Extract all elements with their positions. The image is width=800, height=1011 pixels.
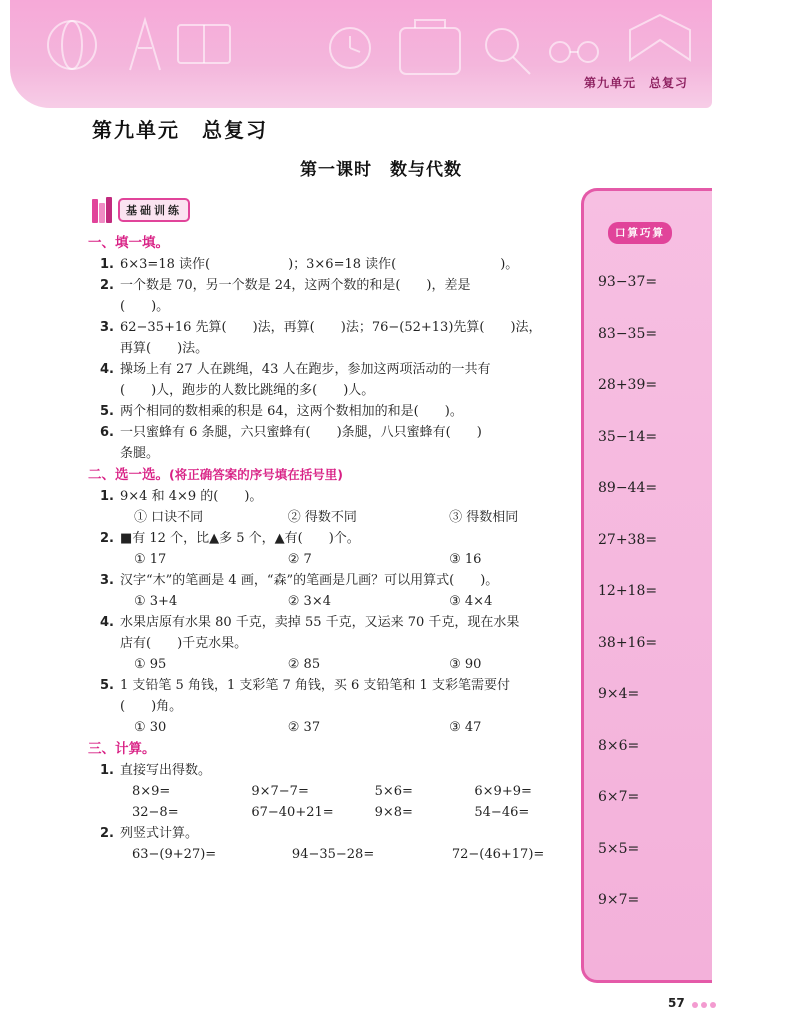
sidebar-tag: 口算巧算 — [608, 222, 672, 244]
sidebar-item: 9×4= — [598, 686, 640, 702]
clock-hands — [350, 36, 360, 52]
books-icon — [92, 197, 114, 223]
answer-option: ③ 47 — [449, 720, 482, 735]
sidebar-item: 28+39= — [598, 377, 658, 393]
banner-decoration — [10, 0, 712, 108]
answer-options — [134, 654, 582, 675]
question-line: 6×3=18 读作( )；3×6=18 读作( )。 — [120, 257, 519, 272]
question-text — [120, 422, 582, 464]
question-number: 2. — [100, 826, 114, 841]
section-title-text: 二、选一选。 — [88, 467, 169, 483]
answer-option: ① 口诀不同 — [134, 510, 204, 525]
answer-option: ① 95 — [134, 657, 167, 672]
chapter-title: 第九单元 总复习 — [92, 118, 268, 142]
badge-label: 基础训练 — [118, 198, 190, 222]
open-book-icon — [630, 15, 690, 60]
schoolbag-handle — [415, 20, 445, 28]
question — [88, 422, 582, 464]
question-number: 3. — [100, 573, 114, 588]
question-line: ( )人，跑步的人数比跳绳的多( )人。 — [120, 383, 375, 398]
calc-item: 54−46= — [474, 805, 530, 820]
question-number: 3. — [100, 320, 114, 335]
answer-option: ① 3+4 — [134, 594, 178, 609]
question-line: 9×4 和 4×9 的( )。 — [120, 489, 263, 504]
calc-item: 9×7−7= — [251, 784, 309, 799]
question-line: 一只蜜蜂有 6 条腿，六只蜜蜂有( )条腿，八只蜜蜂有( ) — [120, 425, 482, 440]
question-line: 店有( )千克水果。 — [120, 636, 248, 651]
question-text — [120, 486, 582, 507]
answer-option: ③ 4×4 — [449, 594, 493, 609]
question-number: 2. — [100, 278, 114, 293]
question — [88, 570, 582, 591]
question — [88, 760, 582, 781]
question — [88, 675, 582, 717]
question-number: 1. — [100, 763, 114, 778]
calc-row — [132, 844, 582, 865]
question-line: 一个数是 70，另一个数是 24，这两个数的和是( )，差是 — [120, 278, 471, 293]
exercise-content — [88, 232, 582, 865]
answer-option: ① 17 — [134, 552, 167, 567]
page-number-dots — [692, 1002, 716, 1008]
section-title-text: 三、计算。 — [88, 741, 156, 757]
sidebar-item: 5×5= — [598, 840, 640, 857]
question — [88, 823, 582, 844]
question-number: 4. — [100, 615, 114, 630]
question-line: 62−35+16 先算( )法，再算( )法；76−(52+13)先算( )法， — [120, 320, 542, 335]
calc-item: 5×6= — [374, 784, 413, 799]
question-text — [120, 317, 582, 359]
answer-options — [134, 717, 582, 738]
calc-item: 6×9+9= — [474, 784, 532, 799]
answer-option: ① 30 — [134, 720, 167, 735]
section-note: (将正确答案的序号填在括号里) — [169, 467, 343, 482]
header-unit-label: 第九单元 总复习 — [583, 76, 688, 90]
question-line: 直接写出得数。 — [120, 763, 212, 778]
question-text — [120, 612, 582, 654]
question-line: 两个相同的数相乘的积是 64，这两个数相加的和是( )。 — [120, 404, 463, 419]
section-title — [88, 464, 582, 486]
globe-meridian — [62, 21, 82, 69]
sidebar-item: 9×7= — [598, 892, 640, 908]
answer-options — [134, 549, 582, 570]
globe-icon — [48, 21, 96, 69]
magnifier-handle — [513, 57, 530, 74]
question-line: 再算( )法。 — [120, 341, 209, 356]
sidebar-item: 35−14= — [598, 428, 658, 445]
calc-row — [132, 781, 582, 802]
question — [88, 401, 582, 422]
sidebar-item: 38+16= — [598, 634, 658, 651]
question-number: 1. — [100, 257, 114, 272]
answer-option: ② 得数不同 — [287, 510, 357, 525]
question-line: 条腿。 — [120, 446, 160, 461]
answer-options — [134, 507, 582, 528]
question-text — [120, 275, 582, 317]
calc-item: 72−(46+17)= — [451, 847, 545, 862]
header-banner — [10, 0, 712, 108]
calc-item: 94−35−28= — [291, 847, 375, 862]
question-line: ( )角。 — [120, 699, 183, 714]
calc-item: 32−8= — [132, 805, 179, 820]
calc-item: 63−(9+27)= — [132, 847, 217, 862]
question-text — [120, 675, 582, 717]
section-title-text: 一、填一填。 — [88, 235, 169, 251]
question-text — [120, 528, 582, 549]
sidebar-item: 89−44= — [598, 480, 658, 496]
question-line: 操场上有 27 人在跳绳，43 人在跑步，参加这两项活动的一共有 — [120, 362, 491, 377]
question — [88, 486, 582, 507]
schoolbag-icon — [400, 28, 460, 74]
sidebar-item: 6×7= — [598, 789, 640, 805]
answer-option: ② 3×4 — [287, 594, 331, 609]
question-line: 1 支铅笔 5 角钱，1 支彩笔 7 角钱，买 6 支铅笔和 1 支彩笔需要付 — [120, 678, 510, 693]
page-number: 57 — [668, 996, 685, 1010]
magnifier-icon — [486, 29, 518, 61]
question-text — [120, 570, 582, 591]
question-line: 汉字“木”的笔画是 4 画，“森”的笔画是几画？可以用算式( )。 — [120, 573, 499, 588]
question-number: 2. — [100, 531, 114, 546]
question-text — [120, 254, 582, 275]
question-line: ■有 12 个，比▲多 5 个，▲有( )个。 — [120, 531, 360, 546]
answer-option: ③ 90 — [449, 657, 482, 672]
lesson-title: 第一课时 数与代数 — [300, 160, 462, 180]
calc-item: 9×8= — [374, 805, 413, 820]
sidebar-item: 83−35= — [598, 325, 658, 342]
question — [88, 254, 582, 275]
sidebar-item: 8×6= — [598, 737, 640, 754]
question-number: 4. — [100, 362, 114, 377]
answer-option: ③ 得数相同 — [449, 510, 519, 525]
answer-options — [134, 591, 582, 612]
question — [88, 275, 582, 317]
question-line: 水果店原有水果 80 千克，卖掉 55 千克，又运来 70 千克，现在水果 — [120, 615, 520, 630]
sidebar-item: 27+38= — [598, 531, 658, 548]
answer-option: ② 37 — [287, 720, 321, 735]
question — [88, 359, 582, 401]
question-text — [120, 401, 582, 422]
section-title — [88, 232, 582, 254]
glasses-icon — [550, 42, 570, 62]
question-number: 5. — [100, 404, 114, 419]
calc-item: 8×9= — [132, 784, 171, 799]
calc-item: 67−40+21= — [251, 805, 334, 820]
question-number: 5. — [100, 678, 114, 693]
section-title — [88, 738, 582, 760]
glasses-lens — [578, 42, 598, 62]
compass-icon — [130, 20, 160, 70]
question-line: 列竖式计算。 — [120, 826, 199, 841]
question-text — [120, 359, 582, 401]
answer-option: ③ 16 — [449, 552, 482, 567]
question — [88, 528, 582, 549]
sidebar-item: 12+18= — [598, 583, 658, 599]
question-text — [120, 823, 582, 844]
question — [88, 317, 582, 359]
question — [88, 612, 582, 654]
question-number: 1. — [100, 489, 114, 504]
training-badge — [92, 197, 190, 222]
answer-option: ② 85 — [287, 657, 321, 672]
question-line: ( )。 — [120, 299, 170, 314]
sidebar-item: 93−37= — [598, 274, 658, 290]
question-text — [120, 760, 582, 781]
question-number: 6. — [100, 425, 114, 440]
answer-option: ② 7 — [287, 552, 312, 567]
calc-row — [132, 802, 582, 823]
